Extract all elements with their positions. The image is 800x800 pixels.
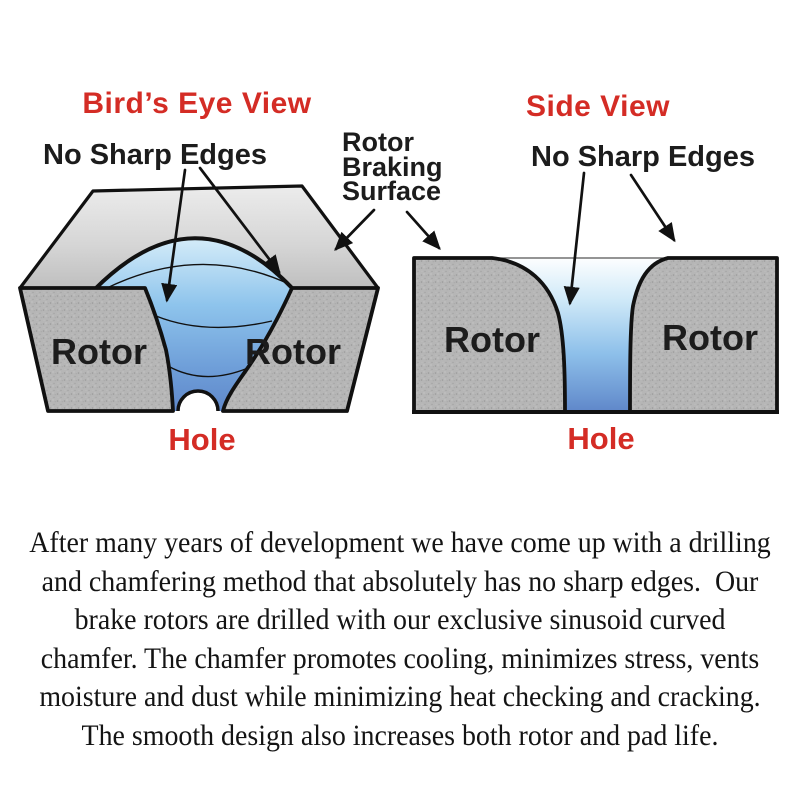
side-view-hole-label: Hole (567, 421, 635, 456)
rotor-braking-surface-label (342, 127, 443, 206)
arrow-braking-surface-right (407, 212, 439, 248)
description-line: chamfer. The chamfer promotes cooling, minimizes stress, vents (40, 641, 760, 675)
description-line: and chamfering method that absolutely has no sharp edges. Our (41, 564, 759, 598)
birds-eye-hole-label: Hole (168, 422, 236, 457)
arrow-braking-surface-left (336, 210, 374, 249)
description-line: The smooth design also increases both rotor and pad life. (81, 718, 719, 752)
description-line: moisture and dust while minimizing heat checking and cracking. (39, 680, 761, 714)
side-view-rotor-label-left: Rotor (444, 319, 540, 360)
birds-eye-view-title: Bird’s Eye View (82, 87, 312, 120)
description-line: brake rotors are drilled with our exclusive sinusoid curved (74, 603, 726, 637)
birds-eye-rotor-label-left: Rotor (51, 331, 147, 372)
description-paragraph (28, 524, 772, 756)
birds-eye-block (20, 186, 378, 411)
side-view-title: Side View (525, 90, 670, 123)
no-sharp-edges-label-left: No Sharp Edges (43, 139, 267, 171)
birds-eye-rotor-label-right: Rotor (245, 331, 341, 372)
side-view-rotor-label-right: Rotor (662, 317, 758, 358)
rotor-braking-surface-line2: Braking (342, 151, 443, 182)
rotor-braking-surface-line3: Surface (342, 176, 442, 206)
arrow-no-sharp-edges-right-2 (631, 175, 674, 240)
description-line: After many years of development we have come up with a drilling (29, 526, 771, 559)
no-sharp-edges-label-right: No Sharp Edges (531, 141, 755, 173)
rotor-braking-surface-line1: Rotor (342, 127, 414, 157)
